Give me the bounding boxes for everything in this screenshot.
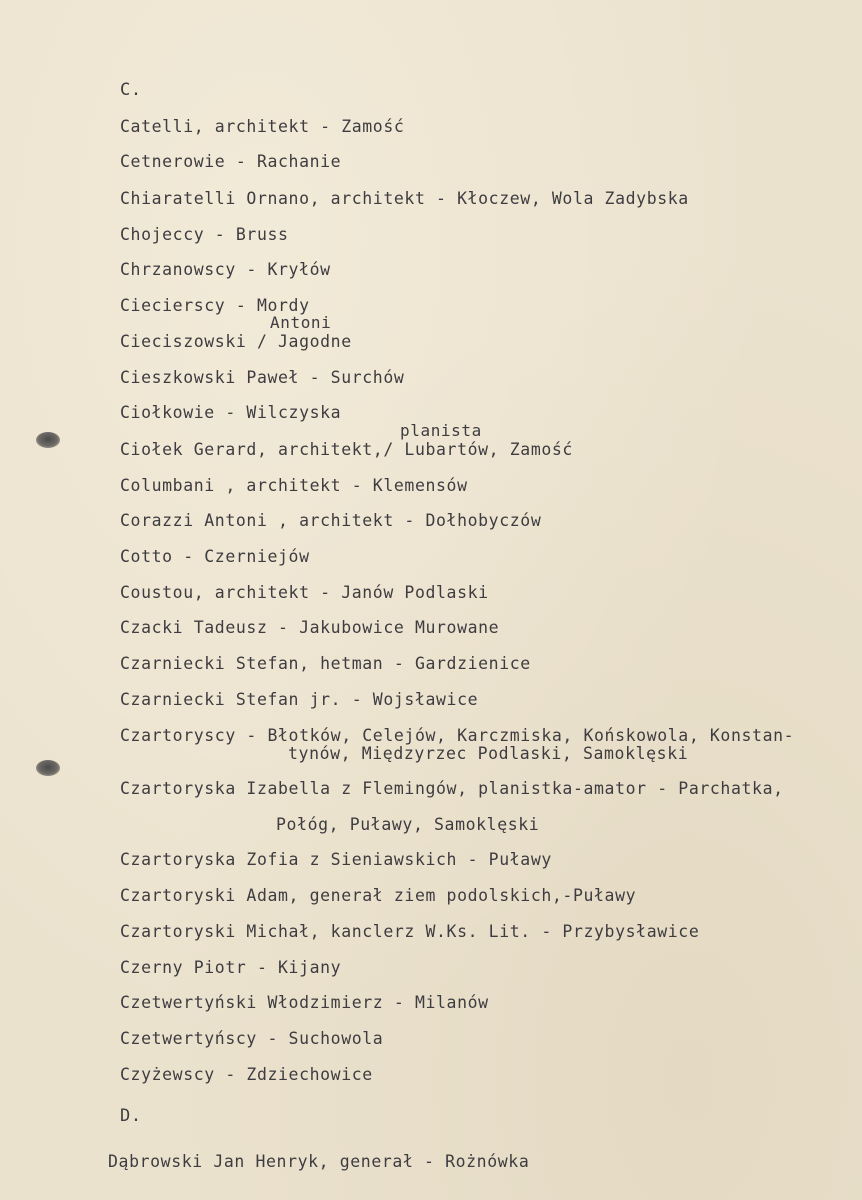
index-entry-continuation: Połóg, Puławy, Samoklęski [276,815,540,834]
index-entry-continuation: tynów, Międzyrzec Podlaski, Samoklęski [288,744,689,763]
index-entry: Columbani , architekt - Klemensów [120,476,468,495]
index-entry: Czartoryski Michał, kanclerz W.Ks. Lit. - Przybysławice [120,922,700,941]
index-entry: Ciołkowie - Wilczyska [120,403,342,422]
index-entry: Czartoryska Izabella z Flemingów, planistka-amator - Parchatka, [120,779,784,798]
index-entry: Coustou, architekt - Janów Podlaski [120,583,489,602]
index-entry: Czartoryscy - Błotków, Celejów, Karczmiska, Końskowola, Konstan- [120,726,795,745]
punch-hole [36,432,60,448]
index-entry: Czyżewscy - Zdziechowice [120,1065,373,1084]
index-entry: Czacki Tadeusz - Jakubowice Murowane [120,618,500,637]
index-entry: Chiaratelli Ornano, architekt - Kłoczew, Wola Zadybska [120,189,689,208]
index-entry: Czetwertyński Włodzimierz - Milanów [120,993,489,1012]
index-entry: Czartoryski Adam, generał ziem podolskich,-Puławy [120,886,637,905]
index-entry: Czetwertyńscy - Suchowola [120,1029,384,1048]
index-entry: Cieciszowski / Jagodne [120,332,352,351]
index-entry: Cetnerowie - Rachanie [120,152,342,171]
index-entry: Czarniecki Stefan jr. - Wojsławice [120,690,479,709]
index-entry: Chrzanowscy - Kryłów [120,260,331,279]
interlinear-note: Antoni [270,313,332,332]
index-entry: Cieszkowski Paweł - Surchów [120,368,405,387]
section-heading-d: D. [120,1106,142,1126]
index-entry: Cotto - Czerniejów [120,547,310,566]
index-entry: Chojeccy - Bruss [120,225,289,244]
index-entry: Dąbrowski Jan Henryk, generał - Rożnówka [108,1152,530,1171]
index-entry: Catelli, architekt - Zamość [120,117,405,136]
index-entry: Czartoryska Zofia z Sieniawskich - Puławy [120,850,552,869]
index-entry: Corazzi Antoni , architekt - Dołhobyczów [120,511,542,530]
index-entry: Ciecierscy - Mordy [120,296,310,315]
section-heading-c: C. [120,80,142,100]
index-entry: Czerny Piotr - Kijany [120,958,342,977]
index-entry: Ciołek Gerard, architekt,/ Lubartów, Zamość [120,440,573,459]
interlinear-note: planista [400,421,482,440]
index-entry: Czarniecki Stefan, hetman - Gardzienice [120,654,531,673]
punch-hole [36,760,60,776]
